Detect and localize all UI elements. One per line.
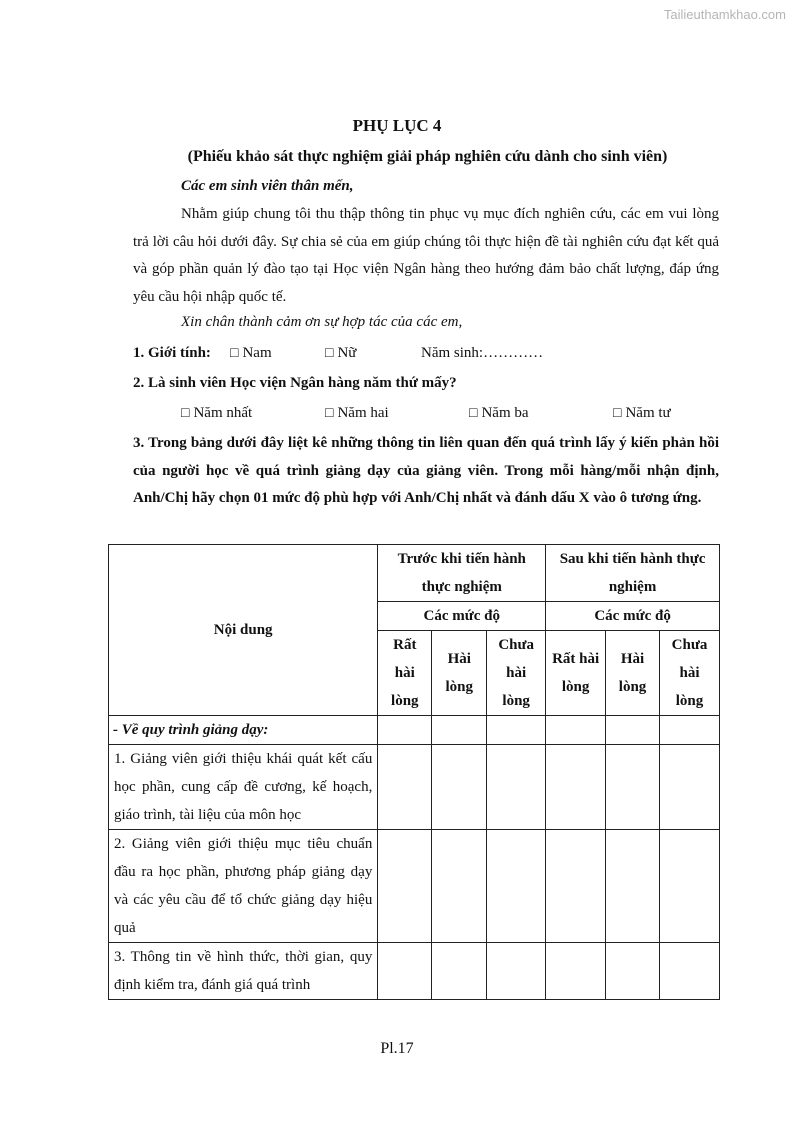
checkbox-icon[interactable]: □ [325,346,334,361]
answer-cell[interactable] [546,716,606,745]
header-row-1 [109,545,720,602]
answer-cell[interactable] [660,943,720,1000]
answer-cell[interactable] [660,716,720,745]
checkbox-icon[interactable]: □ [325,406,334,421]
thanks-line: Xin chân thành cảm ơn sự hợp tác của các em, [181,314,463,330]
content-header: Nội dung [109,545,378,716]
option-year-2[interactable] [325,405,389,422]
answer-cell[interactable] [378,830,432,943]
row-statement: 1. Giảng viên giới thiệu khái quát kết cấu học phần, cung cấp đề cương, kế hoạch, giáo trình, tài liệu của môn học [109,745,378,830]
after-levels-header: Các mức độ [546,602,720,631]
answer-cell[interactable] [487,716,546,745]
question-1-label: 1. Giới tính: [133,345,211,361]
before-levels-header: Các mức độ [378,602,546,631]
after-header: Sau khi tiến hành thực nghiệm [546,545,720,602]
before-level-not-satisfied: Chưa hài lòng [487,631,546,716]
section-row [109,716,720,745]
checkbox-icon[interactable]: □ [181,406,190,421]
answer-cell[interactable] [546,745,606,830]
answer-cell[interactable] [606,745,660,830]
section-label: - Về quy trình giảng dạy: [109,716,378,745]
answer-cell[interactable] [660,745,720,830]
question-2-label: 2. Là sinh viên Học viện Ngân hàng năm thứ mấy? [133,375,457,391]
answer-cell[interactable] [378,716,432,745]
option-year-4[interactable] [613,405,671,422]
answer-cell[interactable] [487,830,546,943]
answer-cell[interactable] [606,943,660,1000]
question-1 [133,345,211,362]
answer-cell[interactable] [487,943,546,1000]
answer-cell[interactable] [546,830,606,943]
answer-cell[interactable] [606,830,660,943]
checkbox-icon[interactable]: □ [469,406,478,421]
option-year-2-label: Năm hai [337,405,389,421]
intro-paragraph: Nhằm giúp chung tôi thu thập thông tin phục vụ mục đích nghiên cứu, các em vui lòng trả lời câu hỏi dưới đây. Sự chia sẻ của em giúp chúng tôi thực hiện đề tài nghiên cứu đạt kết quả và góp phần quản lý đào tạo tại Học viện Ngân hàng theo hướng đảm bảo chất lượng, đáp ứng yêu cầu hội nhập quốc tế. [133,206,719,305]
before-level-satisfied: Hài lòng [432,631,487,716]
option-year-1-label: Năm nhất [193,405,253,421]
answer-cell[interactable] [546,943,606,1000]
page-title: PHỤ LỤC 4 [352,116,442,135]
answer-cell[interactable] [378,745,432,830]
watermark: Tailieuthamkhao.com [663,7,786,22]
option-female[interactable] [325,345,356,362]
after-level-satisfied: Hài lòng [606,631,660,716]
option-male[interactable] [230,345,272,362]
answer-cell[interactable] [487,745,546,830]
option-year-4-label: Năm tư [625,405,671,421]
greeting: Các em sinh viên thân mến, [181,178,354,194]
table-row [109,745,720,830]
before-header: Trước khi tiến hành thực nghiệm [378,545,546,602]
page-number: Pl.17 [380,1040,414,1057]
answer-cell[interactable] [432,830,487,943]
table-row [109,943,720,1000]
option-female-label: Nữ [337,345,357,361]
option-male-label: Nam [242,345,272,361]
row-statement: 3. Thông tin về hình thức, thời gian, quy định kiểm tra, đánh giá quá trình [109,943,378,1000]
birth-year-field[interactable]: Năm sinh:………… [421,345,544,361]
before-level-very-satisfied: Rất hài lòng [378,631,432,716]
after-level-very-satisfied: Rất hài lòng [546,631,606,716]
table-row [109,830,720,943]
answer-cell[interactable] [432,943,487,1000]
after-level-not-satisfied: Chưa hài lòng [660,631,720,716]
answer-cell[interactable] [432,745,487,830]
survey-table [108,544,720,1000]
answer-cell[interactable] [660,830,720,943]
checkbox-icon[interactable]: □ [613,406,622,421]
checkbox-icon[interactable]: □ [230,346,239,361]
answer-cell[interactable] [432,716,487,745]
answer-cell[interactable] [378,943,432,1000]
option-year-3[interactable] [469,405,529,422]
row-statement: 2. Giảng viên giới thiệu mục tiêu chuẩn đầu ra học phần, phương pháp giảng dạy và các yêu cầu để tổ chức giảng dạy hiệu quả [109,830,378,943]
answer-cell[interactable] [606,716,660,745]
option-year-1[interactable] [181,405,252,422]
page-subtitle: (Phiếu khảo sát thực nghiệm giải pháp nghiên cứu dành cho sinh viên) [187,148,668,165]
question-3-text: 3. Trong bảng dưới đây liệt kê những thông tin liên quan đến quá trình lấy ý kiến phản hồi của người học về quá trình giảng dạy của giảng viên. Trong mỗi hàng/mỗi nhận định, Anh/Chị hãy chọn 01 mức độ phù hợp với Anh/Chị nhất và đánh dấu X vào ô tương ứng. [133,435,719,506]
option-year-3-label: Năm ba [481,405,529,421]
